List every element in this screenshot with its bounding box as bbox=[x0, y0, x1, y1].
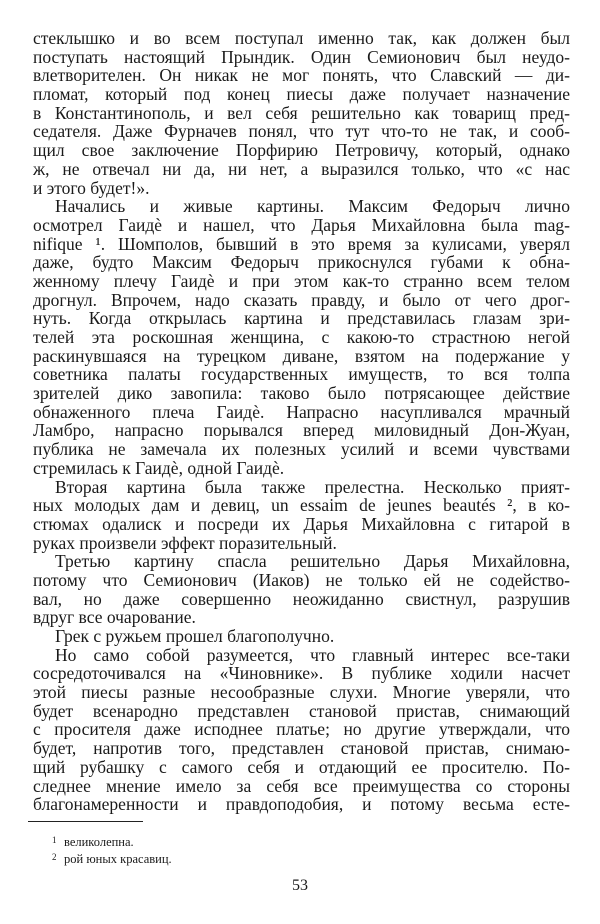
text-line: руках произвели эффект поразительный. bbox=[33, 532, 337, 553]
text-line: седателя. Даже Фурначев понял, что тут что-то не так, и сооб- bbox=[33, 121, 570, 142]
text-line: щил свое заключение Порфирию Петровичу, который, однако bbox=[33, 140, 570, 161]
text-line: благонамеренности и правдоподобия, и потому весьма есте- bbox=[33, 794, 570, 815]
paragraph bbox=[33, 29, 570, 197]
paragraph bbox=[33, 552, 570, 627]
text-line: осмотрел Гаидѐ и нашел, что Дарья Михайловна была mag- bbox=[33, 214, 570, 235]
page-number: 53 bbox=[292, 877, 308, 894]
text-line: обнаженного плеча Гаидѐ. Напрасно насупливался мрачный bbox=[33, 401, 570, 422]
paragraph bbox=[33, 627, 570, 646]
text-line: следнее мнение имело за себя все преимущества со стороны bbox=[33, 775, 570, 796]
text-line: советника палаты государственных имуществ, то вся толпа bbox=[33, 364, 570, 385]
text-line: с просителя даже исподнее платье; но другие утверждали, что bbox=[33, 719, 570, 740]
text-line: Ламбро, напрасно порывался вперед миловидный Дон-Жуан, bbox=[33, 420, 570, 441]
text-line: зрителей дико завопила: таково было потрясающее действие bbox=[33, 383, 570, 404]
text-line: дрогнул. Впрочем, надо сказать правду, и было от чего дрог- bbox=[33, 289, 570, 310]
text-line: будет всенародно представлен становой пристав, снимающий bbox=[33, 700, 570, 721]
text-line: стеклышко и во всем поступал именно так, как должен был bbox=[33, 28, 570, 48]
text-line: Но само собой разумеется, что главный интерес все-таки bbox=[55, 644, 570, 665]
text-line: вал, но даже совершенно неожиданно свистнул, разрушив bbox=[33, 588, 570, 609]
text-line: щий рубашку с самого себя и отдающий ее просителю. По- bbox=[33, 756, 570, 777]
paragraph bbox=[33, 646, 570, 814]
text-line: Начались и живые картины. Максим Федорыч лично bbox=[55, 196, 570, 217]
text-line: раскинувшаяся на турецком диване, взятом на подержание у bbox=[33, 345, 570, 366]
paragraph bbox=[33, 197, 570, 477]
text-line: даже, будто Максим Федорыч прикоснулся губами к обна- bbox=[33, 252, 570, 273]
text-line: в Константинополь, и вел себя решительно как товарищ пред- bbox=[33, 102, 570, 123]
text-line: нуть. Когда открылась картина и представилась глазам зри- bbox=[33, 308, 570, 329]
text-line: этой пиесы разные несообразные слухи. Многие уверяли, что bbox=[33, 682, 570, 703]
paragraph bbox=[33, 478, 570, 553]
text-line: влетворителен. Он никак не мог понять, что Славский — ди- bbox=[33, 65, 570, 86]
text-line: женному плечу Гаидѐ и при этом как-то странно всем телом bbox=[33, 270, 570, 291]
footnote-divider bbox=[28, 821, 143, 822]
footnote-number: 2 bbox=[52, 852, 57, 862]
text-line: стюмах одалиск и посреди их Дарья Михайловна с гитарой в bbox=[33, 513, 570, 534]
text-line: Третью картину спасла решительно Дарья Михайловна, bbox=[55, 551, 570, 572]
text-line: и этого будет!». bbox=[33, 177, 150, 198]
text-line: телей эта роскошная женщина, с какою-то страстною негой bbox=[33, 327, 570, 347]
text-line: сосредоточивался на «Чиновнике». В публике ходили насчет bbox=[33, 663, 570, 684]
text-line: поступать настоящий Прындик. Один Семионович был неудо- bbox=[33, 46, 570, 67]
footnote-text: рой юных красавиц. bbox=[64, 852, 172, 866]
text-line: ж, не отвечал ни да, ни нет, а выразился только, что «с нас bbox=[33, 158, 570, 179]
footnote-1 bbox=[52, 834, 172, 851]
footnotes bbox=[52, 834, 172, 868]
text-line: будет, напротив того, представлен становой пристав, снимаю- bbox=[33, 738, 570, 759]
text-line: nifique ¹. Шомполов, бывший в это время за кулисами, уверял bbox=[33, 233, 570, 254]
footnote-text: великолепна. bbox=[64, 835, 134, 849]
text-line: пломат, который под конец пиесы даже получает назначение bbox=[33, 84, 570, 105]
text-line: Вторая картина была также прелестна. Несколько прият- bbox=[55, 476, 570, 497]
text-line: стремилась к Гаидѐ, одной Гаидѐ. bbox=[33, 457, 285, 478]
footnote-number: 1 bbox=[52, 835, 57, 845]
body-text bbox=[33, 29, 570, 814]
text-line: ных молодых дам и девиц, un essaim de jeunes beautés ², в ко- bbox=[33, 495, 570, 516]
text-line: вдруг все очарование. bbox=[33, 607, 196, 628]
text-line: публика не замечала их полезных усилий и всеми чувствами bbox=[33, 439, 570, 460]
footnote-2 bbox=[52, 851, 172, 868]
text-line: Грек с ружьем прошел благополучно. bbox=[55, 626, 335, 646]
text-line: потому что Семионович (Иаков) не только ей не содейство- bbox=[33, 569, 570, 590]
